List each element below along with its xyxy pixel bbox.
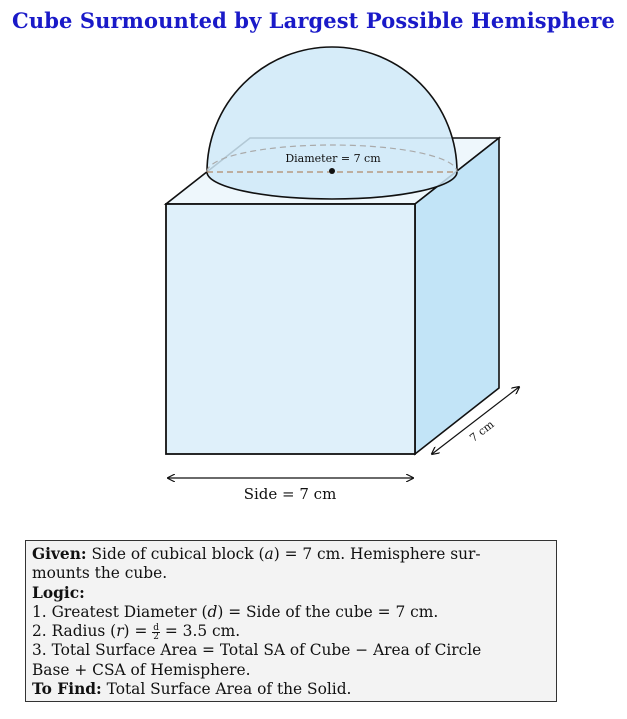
depth-label: 7 cm (467, 417, 497, 445)
side-label: Side = 7 cm (243, 485, 337, 503)
logic-step-2: 2. Radius (r) = $\frac{d}{2}$ = 3.5 cm. (32, 622, 241, 642)
to-find-label: To Find: (32, 680, 102, 699)
given-label: Given: (32, 545, 87, 563)
diameter-label: Diameter = 7 cm (285, 152, 381, 165)
logic-label: Logic: (32, 583, 85, 602)
given-line-2: mounts the cube. (32, 564, 168, 583)
given-line-1: Given: Side of cubical block (a) = 7 cm. Hemisphere sur- (32, 545, 481, 563)
logic-step-3-cont: Base + CSA of Hemisphere. (32, 660, 251, 679)
to-find-line: To Find: Total Surface Area of the Solid. (32, 680, 352, 699)
info-box (25, 540, 557, 702)
logic-step-3: 3. Total Surface Area = Total SA of Cube − Area of Circle (32, 641, 482, 660)
cube-front-face (166, 204, 415, 454)
radius-fraction: $\frac{d}{2}$ (153, 622, 159, 642)
logic-step-1: 1. Greatest Diameter (d) = Side of the cube = 7 cm. (32, 602, 439, 621)
diagram-title: Cube Surmounted by Largest Possible Hemisphere (12, 8, 615, 33)
center-dot (329, 168, 335, 174)
hemisphere-dome (207, 47, 457, 199)
